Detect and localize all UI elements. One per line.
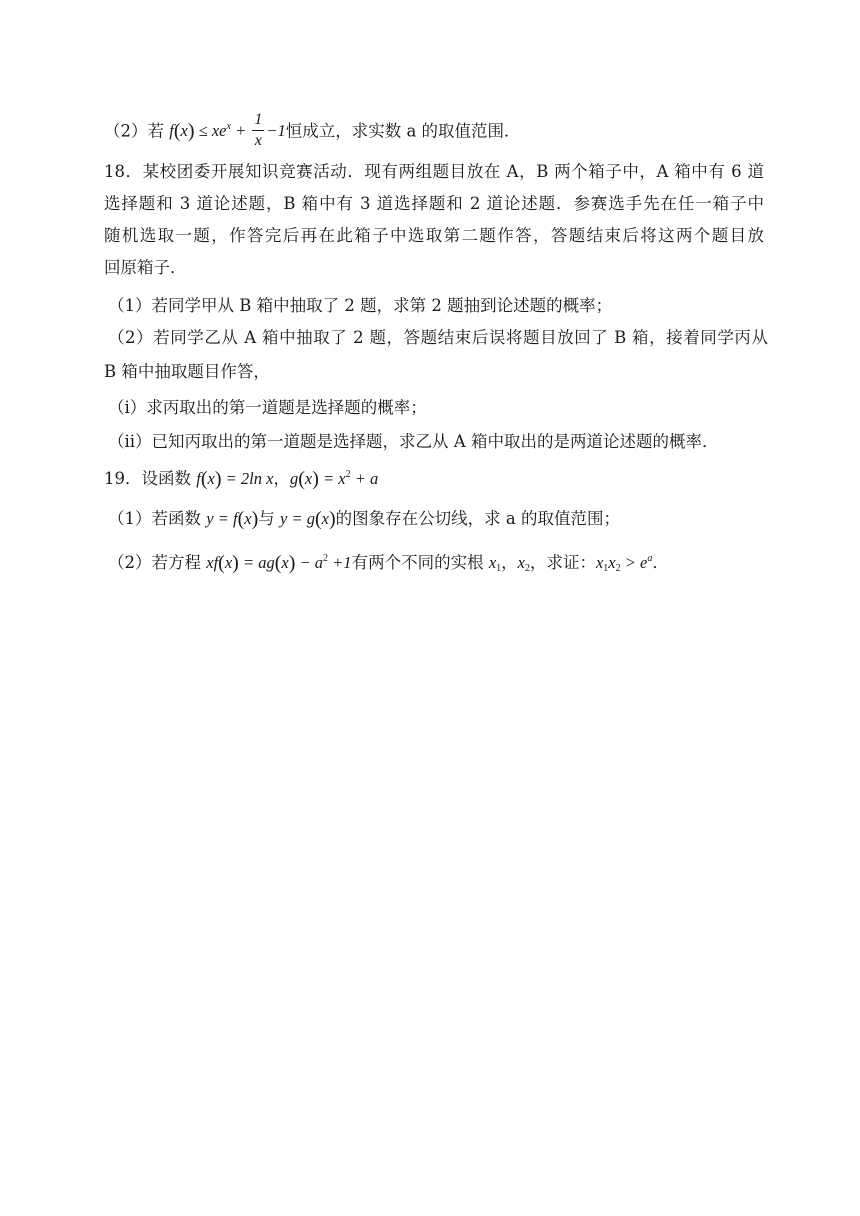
q17-part2-prefix: （2）若 — [104, 121, 170, 141]
q19-part1-suffix: 的图象存在公切线，求 a 的取值范围； — [335, 509, 620, 528]
q18-line1: 18．某校团委开展知识竞赛活动．现有两组题目放在 A，B 两个箱子中，A 箱中有 6 道 — [104, 162, 764, 181]
q18-part1: （1）若同学甲从 B 箱中抽取了 2 题，求第 2 题抽到论述题的概率； — [108, 296, 613, 315]
q19-root-x2: $x_2$ — [517, 553, 530, 574]
q17-part2 — [104, 112, 764, 153]
q18-sub-ii: （ii）已知丙取出的第一道题是选择题，求乙从 A 箱中取出的是两道论述题的概率． — [108, 432, 719, 451]
q19-part1-f: y = f(x) — [206, 508, 259, 530]
q19-part1-g: y = g(x) — [279, 508, 336, 530]
q19-part2 — [108, 550, 768, 575]
q19-stem — [104, 466, 764, 491]
q19-part1 — [108, 506, 768, 531]
q18-sub-i: （i）求丙取出的第一道题是选择题的概率； — [108, 398, 427, 417]
q19-f-def: f(x) = 2ln x — [196, 468, 274, 490]
q18-line2: 选择题和 3 道论述题，B 箱中有 3 道选择题和 2 道论述题．参赛选手先在任一箱子中 — [104, 194, 764, 213]
q18-line3: 随机选取一题，作答完后再在此箱子中选取第二题作答，答题结束后将这两个题目放 — [104, 226, 764, 245]
q18-line4: 回原箱子． — [104, 258, 187, 277]
q19-part2-prove: ，求证： — [529, 553, 596, 572]
q19-part2-sep: ， — [501, 553, 518, 572]
q19-part1-mid: 与 — [258, 509, 280, 528]
q18-part2-line1: （2）若同学乙从 A 箱中抽取了 2 题，答题结束后误将题目放回了 B 箱，接着同学丙从 — [108, 328, 768, 347]
q17-formula: $f(x) \le xe^x$ + $\frac{1}{x}$ −1 — [169, 111, 286, 149]
q19-prefix: 19．设函数 — [104, 469, 197, 488]
q19-part2-equation: $xf(x) = ag(x) - a^2 +1$ — [206, 552, 352, 574]
q19-root-x1: $x_1$ — [488, 553, 502, 574]
q19-part2-mid: 有两个不同的实根 — [351, 553, 489, 572]
q17-fraction: $\frac{1}{x}$ — [254, 111, 263, 149]
q19-inequality: $x_1x_2 > e^a$ — [595, 553, 653, 574]
q17-part2-suffix: 恒成立，求实数 a 的取值范围． — [285, 121, 521, 141]
q19-sep: ， — [273, 469, 290, 488]
q19-part2-prefix: （2）若方程 — [108, 553, 207, 572]
q19-part2-end: ． — [652, 553, 669, 572]
q19-g-def: $g(x) = x^2 + a$ — [289, 468, 379, 490]
q19-part1-prefix: （1）若函数 — [108, 509, 207, 528]
q18-part2-line2: B 箱中抽取题目作答， — [104, 362, 270, 381]
